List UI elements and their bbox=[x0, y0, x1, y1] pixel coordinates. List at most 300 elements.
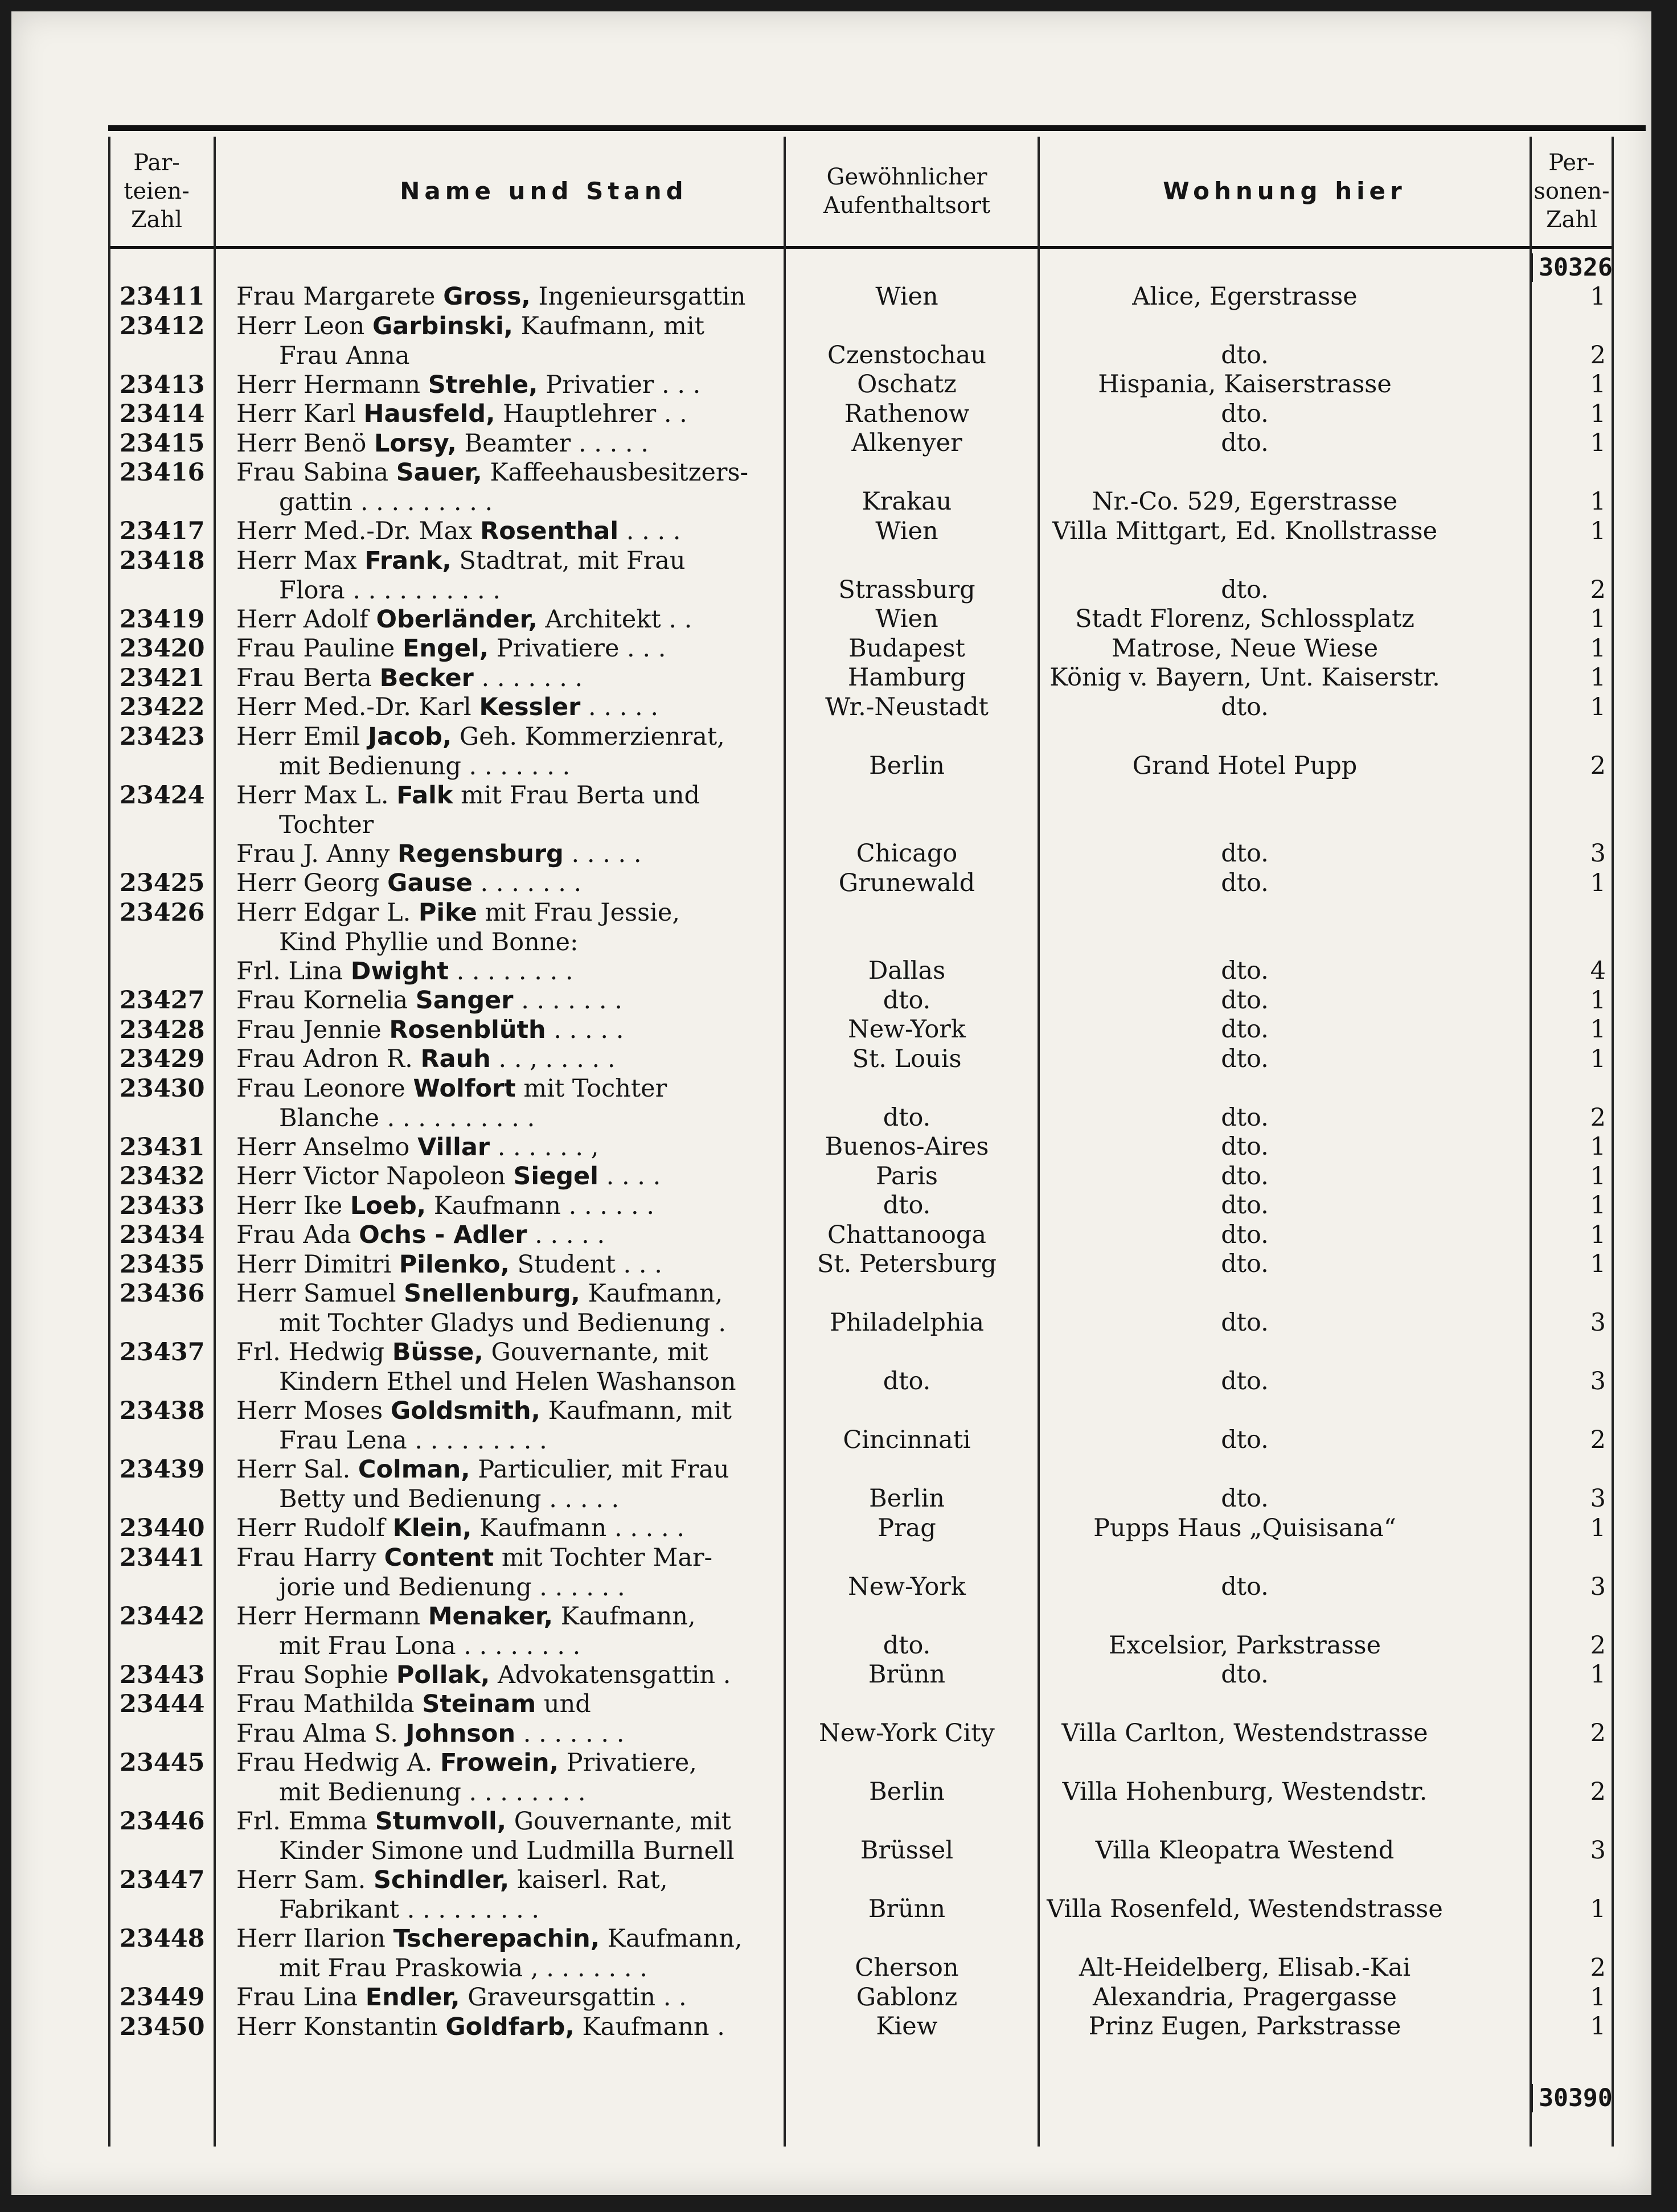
entry-row bbox=[108, 429, 1612, 458]
entry-residence: Buenos-Aires bbox=[825, 1132, 989, 1161]
entry-name bbox=[236, 1924, 874, 1983]
surname: Lorsy, bbox=[374, 429, 457, 458]
entry-name bbox=[236, 458, 874, 517]
name-continuation: Kindern Ethel und Helen Washanson bbox=[279, 1368, 736, 1396]
name-suffix: Kaufmann . . . . . . bbox=[433, 1191, 654, 1220]
surname: Villar bbox=[417, 1132, 490, 1162]
entry-name bbox=[236, 898, 874, 957]
entry-residence: Berlin bbox=[869, 1778, 945, 1806]
entry-residence: Brünn bbox=[868, 1660, 946, 1689]
entry-name bbox=[236, 1513, 874, 1543]
name-suffix: Kaufmann, bbox=[607, 1924, 743, 1953]
entry-number: 23443 bbox=[120, 1660, 205, 1689]
name-suffix: Privatier . . . bbox=[546, 370, 701, 399]
name-prefix: Herr Georg bbox=[236, 869, 380, 897]
surname: Engel, bbox=[403, 634, 489, 663]
name-prefix: Frau Pauline bbox=[236, 634, 395, 663]
entry-number: 23424 bbox=[120, 781, 205, 810]
header-rule bbox=[108, 246, 1612, 249]
name-suffix: Kaufmann, bbox=[588, 1279, 723, 1308]
name-prefix: Frau J. Anny bbox=[236, 839, 390, 868]
name-prefix: Herr Rudolf bbox=[236, 1514, 385, 1542]
entry-row bbox=[108, 1162, 1612, 1191]
entry-lodging: dto. bbox=[1221, 1162, 1269, 1191]
entry-residence: Philadelphia bbox=[829, 1308, 985, 1337]
entry-persons: 2 bbox=[1590, 340, 1606, 370]
entry-lodging: dto. bbox=[1221, 1308, 1269, 1337]
entry-number: 23430 bbox=[120, 1074, 205, 1103]
entry-number: 23449 bbox=[120, 1983, 205, 2012]
entry-row bbox=[108, 1015, 1612, 1045]
name-suffix: Architekt . . bbox=[545, 605, 692, 634]
surname: Frank, bbox=[364, 546, 452, 575]
entry-residence: Berlin bbox=[869, 751, 945, 780]
entry-row bbox=[108, 692, 1612, 722]
entry-name bbox=[236, 663, 874, 693]
name-continuation: mit Frau Lona . . . . . . . . bbox=[279, 1631, 581, 1660]
entry-lodging: dto. bbox=[1221, 575, 1269, 604]
header-persons: Per- sonen- Zahl bbox=[1534, 150, 1610, 233]
name-prefix: Frau Alma S. bbox=[236, 1719, 398, 1748]
entry-row bbox=[108, 282, 1612, 311]
entry-name bbox=[236, 1602, 874, 1661]
entry-number: 23419 bbox=[120, 605, 205, 634]
entry-name bbox=[236, 957, 874, 986]
entry-row bbox=[108, 1543, 1612, 1602]
surname: Rosenthal bbox=[480, 517, 619, 545]
entry-persons: 2 bbox=[1590, 575, 1606, 604]
entry-persons: 1 bbox=[1590, 2012, 1606, 2041]
entry-row bbox=[108, 2012, 1612, 2042]
header-name: Name und Stand bbox=[400, 177, 688, 205]
entry-number: 23413 bbox=[120, 370, 205, 399]
entry-persons: 1 bbox=[1590, 1660, 1606, 1689]
entry-name bbox=[236, 429, 874, 458]
name-continuation: Betty und Bedienung . . . . . bbox=[279, 1485, 620, 1513]
surname: Sauer, bbox=[396, 458, 482, 487]
name-continuation: jorie und Bedienung . . . . . . bbox=[279, 1573, 625, 1602]
entry-lodging: Stadt Florenz, Schlossplatz bbox=[1075, 605, 1414, 633]
name-suffix: Gouvernante, mit bbox=[514, 1807, 731, 1836]
entry-residence: Chattanooga bbox=[827, 1220, 987, 1249]
entry-lodging: Nr.-Co. 529, Egerstrasse bbox=[1092, 487, 1398, 516]
entry-persons: 1 bbox=[1590, 605, 1606, 633]
entry-number: 23411 bbox=[120, 282, 205, 311]
name-suffix: Stadtrat, mit Frau bbox=[459, 546, 686, 575]
name-suffix: mit Tochter Mar- bbox=[501, 1543, 713, 1572]
entry-persons: 3 bbox=[1590, 1484, 1606, 1513]
entry-name bbox=[236, 692, 874, 722]
entry-persons: 2 bbox=[1590, 1719, 1606, 1747]
name-suffix: mit Tochter bbox=[523, 1074, 667, 1103]
name-continuation: Flora . . . . . . . . . . bbox=[279, 576, 501, 605]
name-suffix: Student . . . bbox=[517, 1250, 662, 1279]
surname: Gross, bbox=[443, 282, 531, 311]
entry-row bbox=[108, 1983, 1612, 2012]
entry-number: 23447 bbox=[120, 1866, 205, 1894]
entry-number: 23431 bbox=[120, 1132, 205, 1162]
surname: Goldfarb, bbox=[445, 2012, 575, 2041]
surname: Colman, bbox=[358, 1455, 470, 1484]
entry-lodging: dto. bbox=[1221, 1367, 1269, 1396]
surname: Loeb, bbox=[350, 1191, 427, 1220]
entry-name bbox=[236, 1250, 874, 1279]
entry-residence: Strassburg bbox=[838, 575, 975, 604]
entry-row bbox=[108, 1044, 1612, 1074]
page bbox=[11, 11, 1651, 2195]
entry-row bbox=[108, 1250, 1612, 1279]
entry-name bbox=[236, 1337, 874, 1397]
name-prefix: Frau Ada bbox=[236, 1221, 351, 1249]
entry-name bbox=[236, 1132, 874, 1162]
entry-row bbox=[108, 634, 1612, 663]
entry-row bbox=[108, 1220, 1612, 1250]
entry-residence: Paris bbox=[875, 1162, 938, 1191]
entry-persons: 2 bbox=[1590, 1778, 1606, 1806]
name-suffix: . . . . . . . . bbox=[456, 957, 573, 986]
entry-residence: New-York bbox=[848, 1572, 966, 1601]
name-continuation: Frau Anna bbox=[279, 341, 410, 370]
entry-row bbox=[108, 516, 1612, 546]
entry-row bbox=[108, 1337, 1612, 1396]
surname: Endler, bbox=[365, 1983, 460, 2012]
entry-row bbox=[108, 898, 1612, 957]
entry-row bbox=[108, 311, 1612, 370]
entry-row bbox=[108, 458, 1612, 516]
name-prefix: Frau Adron R. bbox=[236, 1045, 413, 1073]
name-prefix: Herr Hermann bbox=[236, 370, 421, 399]
entry-persons: 1 bbox=[1590, 634, 1606, 663]
entry-row bbox=[108, 1396, 1612, 1455]
entry-lodging: dto. bbox=[1221, 399, 1269, 428]
entry-lodging: Hispania, Kaiserstrasse bbox=[1098, 370, 1392, 399]
entry-persons: 1 bbox=[1590, 692, 1606, 721]
entry-name bbox=[236, 282, 874, 311]
rule-right bbox=[1612, 137, 1614, 2147]
entry-residence: Chicago bbox=[856, 839, 958, 868]
entry-persons: 1 bbox=[1590, 516, 1606, 545]
entry-name bbox=[236, 605, 874, 634]
name-prefix: Herr Karl bbox=[236, 400, 356, 428]
entry-number: 23414 bbox=[120, 400, 205, 428]
name-suffix: Kaufmann . bbox=[582, 2012, 725, 2041]
entry-lodging: Villa Kleopatra Westend bbox=[1095, 1836, 1395, 1865]
surname: Garbinski, bbox=[372, 311, 513, 340]
entry-row bbox=[108, 1807, 1612, 1865]
name-prefix: Frau Mathilda bbox=[236, 1690, 415, 1718]
entry-name bbox=[236, 1015, 874, 1045]
entry-number: 23450 bbox=[120, 2012, 205, 2041]
entry-name bbox=[236, 781, 874, 840]
entry-number: 23445 bbox=[120, 1749, 205, 1777]
name-continuation: mit Bedienung . . . . . . . . bbox=[279, 1778, 586, 1807]
name-suffix: und bbox=[543, 1690, 591, 1718]
entry-persons: 1 bbox=[1590, 1250, 1606, 1278]
name-prefix: Herr Emil bbox=[236, 722, 360, 751]
name-suffix: Kaufmann, mit bbox=[520, 311, 704, 340]
surname: Falk bbox=[396, 781, 453, 810]
entry-name bbox=[236, 1191, 874, 1221]
surname: Goldsmith, bbox=[390, 1397, 540, 1425]
entry-number: 23429 bbox=[120, 1045, 205, 1073]
entry-lodging: dto. bbox=[1221, 1044, 1269, 1073]
entry-name bbox=[236, 546, 874, 605]
surname: Kessler bbox=[479, 693, 581, 721]
entry-residence: Brünn bbox=[868, 1895, 946, 1923]
name-prefix: Frau Sabina bbox=[236, 458, 389, 487]
entry-persons: 1 bbox=[1590, 1191, 1606, 1220]
entry-persons: 2 bbox=[1590, 1631, 1606, 1660]
entry-row bbox=[108, 957, 1612, 986]
entry-lodging: dto. bbox=[1221, 1191, 1269, 1220]
entry-residence: Grunewald bbox=[838, 868, 975, 897]
name-prefix: Herr Benö bbox=[236, 429, 367, 458]
entry-lodging: dto. bbox=[1221, 1015, 1269, 1044]
entry-persons: 3 bbox=[1590, 1367, 1606, 1396]
entry-name bbox=[236, 1983, 874, 2012]
entry-number: 23417 bbox=[120, 517, 205, 545]
entry-lodging: dto. bbox=[1221, 839, 1269, 868]
entry-row bbox=[108, 370, 1612, 400]
entry-persons: 1 bbox=[1590, 370, 1606, 399]
name-suffix: . . . . . . , bbox=[497, 1132, 599, 1162]
entry-name bbox=[236, 1660, 874, 1690]
name-continuation: Blanche . . . . . . . . . . bbox=[279, 1103, 535, 1132]
entry-lodging: Grand Hotel Pupp bbox=[1132, 751, 1358, 780]
name-prefix: Herr Max bbox=[236, 546, 357, 575]
entry-name bbox=[236, 2012, 874, 2042]
entry-residence: Krakau bbox=[862, 487, 952, 516]
name-prefix: Frau Leonore bbox=[236, 1074, 405, 1103]
entry-name bbox=[236, 370, 874, 400]
surname: Pike bbox=[418, 898, 477, 927]
name-suffix: Hauptlehrer . . bbox=[503, 400, 687, 428]
entry-residence: New-York bbox=[848, 1015, 966, 1044]
name-continuation: Tochter bbox=[279, 810, 374, 839]
entry-number: 23415 bbox=[120, 429, 205, 458]
entry-row bbox=[108, 1689, 1612, 1719]
entry-residence: Alkenyer bbox=[851, 429, 962, 457]
entry-row bbox=[108, 722, 1612, 781]
entry-persons: 1 bbox=[1590, 1895, 1606, 1923]
entry-lodging: Excelsior, Parkstrasse bbox=[1108, 1631, 1381, 1660]
entry-residence: Rathenow bbox=[844, 399, 970, 428]
ledger-sheet bbox=[108, 125, 1646, 2141]
name-continuation: Frau Lena . . . . . . . . . bbox=[279, 1426, 547, 1455]
name-suffix: Privatiere, bbox=[566, 1749, 697, 1777]
entry-residence: dto. bbox=[883, 1191, 931, 1220]
name-continuation: Kinder Simone und Ludmilla Burnell bbox=[279, 1837, 735, 1865]
entry-number: 23432 bbox=[120, 1162, 205, 1191]
entry-row bbox=[108, 1279, 1612, 1337]
entry-residence: Hamburg bbox=[847, 663, 966, 692]
entry-name bbox=[236, 1865, 874, 1924]
name-prefix: Herr Anselmo bbox=[236, 1132, 410, 1162]
surname: Gause bbox=[387, 869, 473, 897]
entry-lodging: Prinz Eugen, Parkstrasse bbox=[1088, 2012, 1401, 2041]
entry-row bbox=[108, 605, 1612, 634]
entry-number: 23428 bbox=[120, 1015, 205, 1044]
name-suffix: . . . . . bbox=[588, 693, 659, 721]
entry-persons: 1 bbox=[1590, 868, 1606, 897]
name-continuation: mit Tochter Gladys und Bedienung . bbox=[279, 1309, 727, 1337]
page-total: 30390 bbox=[1531, 2084, 1618, 2112]
entry-persons: 3 bbox=[1590, 1572, 1606, 1601]
name-prefix: Herr Leon bbox=[236, 311, 365, 340]
entry-residence: dto. bbox=[883, 986, 931, 1015]
entry-number: 23416 bbox=[120, 458, 205, 487]
name-suffix: Beamter . . . . . bbox=[464, 429, 649, 458]
entry-name bbox=[236, 1719, 874, 1749]
name-suffix: Graveursgattin . . bbox=[468, 1983, 687, 2012]
entry-lodging: Villa Hohenburg, Westendstr. bbox=[1062, 1778, 1428, 1806]
entry-number: 23439 bbox=[120, 1455, 205, 1484]
entry-name bbox=[236, 1543, 874, 1602]
surname: Klein, bbox=[392, 1514, 472, 1542]
name-prefix: Herr Sam. bbox=[236, 1866, 366, 1894]
name-prefix: Herr Max L. bbox=[236, 781, 389, 810]
surname: Menaker, bbox=[428, 1602, 553, 1631]
surname: Steinam bbox=[422, 1690, 536, 1718]
entry-number: 23436 bbox=[120, 1279, 205, 1308]
entry-number: 23433 bbox=[120, 1191, 205, 1220]
entry-row bbox=[108, 781, 1612, 839]
surname: Frowein, bbox=[440, 1749, 559, 1777]
entry-name bbox=[236, 516, 874, 546]
entry-number: 23418 bbox=[120, 546, 205, 575]
name-suffix: Kaufmann . . . . . bbox=[479, 1514, 685, 1542]
entry-residence: Wr.-Neustadt bbox=[825, 692, 989, 721]
surname: Tscherepachin, bbox=[393, 1924, 600, 1953]
entry-residence: Kiew bbox=[876, 2012, 938, 2041]
name-prefix: Frau Margarete bbox=[236, 282, 436, 311]
name-suffix: . . . . . bbox=[553, 1015, 624, 1044]
entry-name bbox=[236, 839, 874, 869]
name-suffix: Gouvernante, mit bbox=[491, 1338, 708, 1366]
surname: Regensburg bbox=[397, 839, 564, 868]
surname: Content bbox=[384, 1543, 494, 1572]
entry-name bbox=[236, 722, 874, 781]
name-prefix: Frl. Hedwig bbox=[236, 1338, 385, 1366]
entry-persons: 1 bbox=[1590, 1132, 1606, 1161]
name-suffix: . . . . . bbox=[535, 1221, 605, 1249]
entry-number: 23438 bbox=[120, 1397, 205, 1425]
name-prefix: Frau Sophie bbox=[236, 1660, 389, 1689]
name-prefix: Herr Adolf bbox=[236, 605, 368, 634]
surname: Rauh bbox=[420, 1045, 491, 1073]
entry-persons: 2 bbox=[1590, 751, 1606, 780]
entry-number: 23437 bbox=[120, 1338, 205, 1366]
entry-row bbox=[108, 1455, 1612, 1513]
name-prefix: Herr Hermann bbox=[236, 1602, 421, 1631]
entry-name bbox=[236, 1162, 874, 1191]
entry-name bbox=[236, 1044, 874, 1074]
entry-number: 23441 bbox=[120, 1543, 205, 1572]
surname: Dwight bbox=[350, 957, 449, 986]
entry-persons: 1 bbox=[1590, 1044, 1606, 1073]
name-suffix: Kaufmann, mit bbox=[548, 1397, 732, 1425]
entry-residence: Berlin bbox=[869, 1484, 945, 1513]
entry-number: 23426 bbox=[120, 898, 205, 927]
entry-row bbox=[108, 1924, 1612, 1983]
entry-persons: 1 bbox=[1590, 1162, 1606, 1191]
name-suffix: kaiserl. Rat, bbox=[516, 1866, 668, 1894]
entry-lodging: dto. bbox=[1221, 429, 1269, 457]
entry-residence: Dallas bbox=[868, 957, 946, 985]
entry-residence: Wien bbox=[875, 605, 938, 633]
surname: Rosenblüth bbox=[389, 1015, 546, 1044]
name-suffix: . . . . . . . bbox=[480, 869, 582, 897]
entry-number: 23421 bbox=[120, 663, 205, 692]
name-suffix: . . . . . . . bbox=[523, 1719, 625, 1748]
entry-name bbox=[236, 1220, 874, 1250]
name-suffix: Kaffeehausbesitzers- bbox=[490, 458, 749, 487]
header-lodging: Wohnung hier bbox=[1163, 177, 1407, 205]
name-prefix: Frau Lina bbox=[236, 1983, 358, 2012]
entry-residence: Brüssel bbox=[860, 1836, 954, 1865]
entry-lodging: Alt-Heidelberg, Elisab.-Kai bbox=[1079, 1954, 1411, 1982]
entry-name bbox=[236, 311, 874, 371]
name-prefix: Frau Kornelia bbox=[236, 986, 408, 1015]
name-prefix: Herr Victor Napoleon bbox=[236, 1162, 506, 1191]
surname: Becker bbox=[379, 663, 474, 692]
entry-number: 23444 bbox=[120, 1690, 205, 1718]
entry-lodging: dto. bbox=[1221, 1572, 1269, 1601]
entry-residence: New-York City bbox=[819, 1719, 995, 1747]
name-prefix: Frl. Emma bbox=[236, 1807, 368, 1836]
entry-residence: dto. bbox=[883, 1631, 931, 1660]
name-suffix: Advokatensgattin . bbox=[497, 1660, 731, 1689]
entry-name bbox=[236, 1748, 874, 1807]
entry-residence: dto. bbox=[883, 1103, 931, 1132]
name-suffix: Kaufmann, bbox=[560, 1602, 696, 1631]
name-prefix: Herr Ilarion bbox=[236, 1924, 386, 1953]
name-prefix: Herr Moses bbox=[236, 1397, 383, 1425]
name-prefix: Frau Harry bbox=[236, 1543, 376, 1572]
entry-row bbox=[108, 1191, 1612, 1221]
name-prefix: Herr Med.-Dr. Karl bbox=[236, 693, 471, 721]
entry-row bbox=[108, 839, 1612, 869]
entry-row bbox=[108, 1719, 1612, 1749]
name-suffix: Privatiere . . . bbox=[496, 634, 666, 663]
entry-residence: Wien bbox=[875, 282, 938, 311]
entry-residence: St. Petersburg bbox=[817, 1250, 997, 1278]
top-rule bbox=[108, 125, 1646, 131]
entry-residence: dto. bbox=[883, 1367, 931, 1396]
entry-lodging: dto. bbox=[1221, 1220, 1269, 1249]
surname: Oberländer, bbox=[376, 605, 538, 634]
name-suffix: . . , . . . . . bbox=[498, 1045, 616, 1073]
entry-persons: 1 bbox=[1590, 1513, 1606, 1542]
entry-persons: 1 bbox=[1590, 1220, 1606, 1249]
name-continuation: gattin . . . . . . . . . bbox=[279, 488, 493, 516]
entry-name bbox=[236, 868, 874, 898]
entry-persons: 1 bbox=[1590, 1983, 1606, 2012]
name-suffix: . . . . . . . bbox=[521, 986, 622, 1015]
surname: Hausfeld, bbox=[363, 400, 495, 428]
entry-lodging: Villa Carlton, Westendstrasse bbox=[1061, 1719, 1428, 1747]
entry-row bbox=[108, 399, 1612, 429]
entry-number: 23434 bbox=[120, 1221, 205, 1249]
entry-name bbox=[236, 634, 874, 663]
name-prefix: Herr Dimitri bbox=[236, 1250, 392, 1279]
entry-persons: 1 bbox=[1590, 282, 1606, 311]
entry-row bbox=[108, 1132, 1612, 1162]
entry-persons: 3 bbox=[1590, 1308, 1606, 1337]
name-suffix: . . . . bbox=[606, 1162, 661, 1191]
name-suffix: Geh. Kommerzienrat, bbox=[459, 722, 725, 751]
entry-row bbox=[108, 868, 1612, 898]
